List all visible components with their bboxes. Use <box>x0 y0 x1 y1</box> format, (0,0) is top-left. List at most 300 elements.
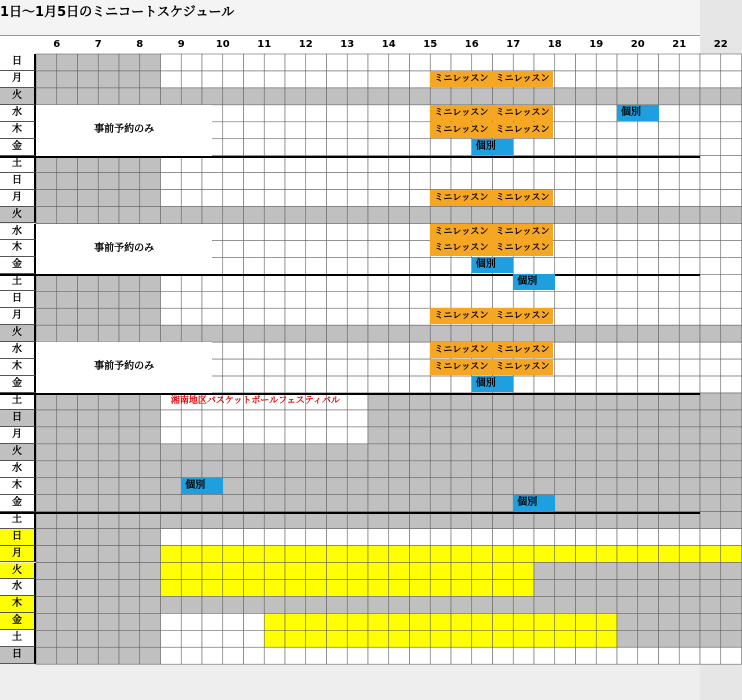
time-slot <box>264 478 285 495</box>
time-slot <box>659 342 680 359</box>
time-slot <box>617 122 638 139</box>
time-slot <box>389 88 410 105</box>
time-slot <box>57 173 78 190</box>
time-slot <box>576 207 597 224</box>
time-slot <box>119 190 140 207</box>
time-slot <box>389 376 410 393</box>
time-slot <box>264 224 285 241</box>
time-slot <box>119 546 140 563</box>
time-slot <box>327 478 348 495</box>
time-slot <box>264 139 285 156</box>
time-slot <box>721 105 742 122</box>
time-slot <box>596 647 617 664</box>
time-slot <box>679 190 700 207</box>
time-slot <box>285 410 306 427</box>
time-slot <box>638 71 659 88</box>
time-slot <box>700 563 721 580</box>
day-label: 水 <box>0 579 36 596</box>
time-slot <box>202 613 223 630</box>
time-slot <box>140 579 161 596</box>
day-label: 月 <box>0 546 36 563</box>
time-slot <box>679 410 700 427</box>
time-slot <box>700 224 721 241</box>
time-slot <box>306 444 327 461</box>
time-slot <box>244 596 265 613</box>
time-slot <box>202 427 223 444</box>
time-slot <box>57 512 78 529</box>
time-slot <box>638 444 659 461</box>
time-slot <box>244 478 265 495</box>
week-separator <box>0 274 700 276</box>
time-slot <box>700 257 721 274</box>
time-slot <box>57 291 78 308</box>
time-slot <box>327 596 348 613</box>
time-slot <box>36 393 57 410</box>
time-slot <box>347 359 368 376</box>
time-slot <box>389 427 410 444</box>
time-slot <box>472 291 493 308</box>
time-slot <box>700 427 721 444</box>
mini-lesson-block: ミニレッスン <box>493 308 553 324</box>
time-slot <box>596 596 617 613</box>
time-slot <box>679 563 700 580</box>
time-slot <box>596 291 617 308</box>
time-slot <box>202 274 223 291</box>
kobetsu-block: 個別 <box>513 495 555 511</box>
time-slot <box>451 563 472 580</box>
time-slot <box>700 308 721 325</box>
time-slot <box>181 461 202 478</box>
time-slot <box>472 596 493 613</box>
time-slot <box>306 207 327 224</box>
time-slot <box>493 495 514 512</box>
mini-lesson-block: ミニレッスン <box>493 71 553 87</box>
time-slot <box>430 139 451 156</box>
time-slot <box>638 461 659 478</box>
hour-label: 19 <box>589 39 604 50</box>
time-slot <box>721 291 742 308</box>
time-slot <box>513 88 534 105</box>
time-slot <box>659 512 680 529</box>
time-slot <box>721 257 742 274</box>
time-slot <box>181 190 202 207</box>
time-slot <box>721 596 742 613</box>
time-slot <box>576 274 597 291</box>
time-slot <box>410 274 431 291</box>
day-label: 火 <box>0 88 36 105</box>
time-slot <box>264 257 285 274</box>
time-slot <box>244 139 265 156</box>
time-slot <box>659 478 680 495</box>
time-slot <box>368 139 389 156</box>
time-slot <box>617 173 638 190</box>
time-slot <box>576 257 597 274</box>
time-slot <box>534 563 555 580</box>
time-slot <box>410 224 431 241</box>
time-slot <box>244 54 265 71</box>
time-slot <box>513 596 534 613</box>
time-slot <box>36 274 57 291</box>
time-slot <box>430 529 451 546</box>
time-slot <box>513 393 534 410</box>
time-slot <box>700 139 721 156</box>
time-slot <box>493 512 514 529</box>
time-slot <box>596 156 617 173</box>
mini-lesson-block: ミニレッスン <box>430 240 492 256</box>
day-label: 火 <box>0 444 36 461</box>
time-slot <box>389 546 410 563</box>
time-slot <box>659 393 680 410</box>
time-slot <box>721 308 742 325</box>
time-slot <box>679 54 700 71</box>
time-slot <box>368 495 389 512</box>
time-slot <box>596 478 617 495</box>
time-slot <box>410 461 431 478</box>
time-slot <box>679 139 700 156</box>
time-slot <box>679 325 700 342</box>
time-slot <box>576 512 597 529</box>
time-slot <box>451 495 472 512</box>
time-slot <box>98 495 119 512</box>
day-label: 木 <box>0 122 36 139</box>
time-slot <box>596 224 617 241</box>
time-slot <box>638 613 659 630</box>
time-slot <box>202 190 223 207</box>
time-slot <box>721 342 742 359</box>
time-slot <box>617 478 638 495</box>
time-slot <box>140 563 161 580</box>
time-slot <box>721 54 742 71</box>
time-slot <box>327 173 348 190</box>
time-slot <box>659 156 680 173</box>
time-slot <box>700 495 721 512</box>
time-slot <box>638 630 659 647</box>
time-slot <box>534 579 555 596</box>
time-slot <box>493 173 514 190</box>
time-slot <box>659 376 680 393</box>
time-slot <box>659 579 680 596</box>
time-slot <box>36 478 57 495</box>
time-slot <box>202 630 223 647</box>
time-slot <box>36 512 57 529</box>
time-slot <box>202 325 223 342</box>
time-slot <box>306 240 327 257</box>
time-slot <box>202 529 223 546</box>
time-slot <box>638 359 659 376</box>
time-slot <box>472 461 493 478</box>
time-slot <box>306 342 327 359</box>
time-slot <box>700 122 721 139</box>
mini-lesson-block: ミニレッスン <box>493 190 553 206</box>
time-slot <box>493 613 514 630</box>
time-slot <box>285 139 306 156</box>
time-slot <box>347 122 368 139</box>
time-slot <box>57 54 78 71</box>
hour-label: 12 <box>298 39 313 50</box>
day-label: 火 <box>0 325 36 342</box>
time-slot <box>555 308 576 325</box>
time-slot <box>555 512 576 529</box>
time-slot <box>513 444 534 461</box>
time-slot <box>347 512 368 529</box>
time-slot <box>430 88 451 105</box>
time-slot <box>451 54 472 71</box>
time-slot <box>368 410 389 427</box>
time-slot <box>451 291 472 308</box>
time-slot <box>119 512 140 529</box>
time-slot <box>410 207 431 224</box>
time-slot <box>659 122 680 139</box>
time-slot <box>368 647 389 664</box>
time-slot <box>659 461 680 478</box>
time-slot <box>451 546 472 563</box>
time-slot <box>306 105 327 122</box>
time-slot <box>140 274 161 291</box>
time-slot <box>638 291 659 308</box>
time-slot <box>306 308 327 325</box>
time-slot <box>638 274 659 291</box>
time-slot <box>493 54 514 71</box>
time-slot <box>389 630 410 647</box>
time-slot <box>596 240 617 257</box>
time-slot <box>264 240 285 257</box>
page-title: 1日～1月5日のミニコートスケジュール <box>0 0 700 36</box>
time-slot <box>98 88 119 105</box>
time-slot <box>555 630 576 647</box>
time-slot <box>451 410 472 427</box>
time-slot <box>472 529 493 546</box>
time-slot <box>430 461 451 478</box>
day-label: 日 <box>0 410 36 427</box>
time-slot <box>347 54 368 71</box>
time-slot <box>555 613 576 630</box>
time-slot <box>57 529 78 546</box>
time-slot <box>617 190 638 207</box>
time-slot <box>410 495 431 512</box>
time-slot <box>264 173 285 190</box>
time-slot <box>327 579 348 596</box>
time-slot <box>493 393 514 410</box>
time-slot <box>368 71 389 88</box>
time-slot <box>347 410 368 427</box>
time-slot <box>306 579 327 596</box>
time-slot <box>617 308 638 325</box>
time-slot <box>244 410 265 427</box>
time-slot <box>98 427 119 444</box>
time-slot <box>513 376 534 393</box>
day-label: 金 <box>0 495 36 512</box>
time-slot <box>596 308 617 325</box>
time-slot <box>119 71 140 88</box>
time-slot <box>638 207 659 224</box>
time-slot <box>617 257 638 274</box>
time-slot <box>410 512 431 529</box>
time-slot <box>285 190 306 207</box>
time-slot <box>181 546 202 563</box>
time-slot <box>36 325 57 342</box>
time-slot <box>617 512 638 529</box>
time-slot <box>534 613 555 630</box>
time-slot <box>181 613 202 630</box>
time-slot <box>513 325 534 342</box>
time-slot <box>181 495 202 512</box>
time-slot <box>140 156 161 173</box>
time-slot <box>389 529 410 546</box>
time-slot <box>98 291 119 308</box>
time-slot <box>285 563 306 580</box>
time-slot <box>576 393 597 410</box>
time-slot <box>389 54 410 71</box>
mini-lesson-block: ミニレッスン <box>493 105 553 121</box>
time-slot <box>659 613 680 630</box>
time-slot <box>36 156 57 173</box>
time-slot <box>617 291 638 308</box>
time-slot <box>555 240 576 257</box>
time-slot <box>223 563 244 580</box>
time-slot <box>534 325 555 342</box>
time-slot <box>161 274 182 291</box>
time-slot <box>430 630 451 647</box>
time-slot <box>513 512 534 529</box>
time-slot <box>410 156 431 173</box>
time-slot <box>140 630 161 647</box>
time-slot <box>659 647 680 664</box>
time-slot <box>659 257 680 274</box>
time-slot <box>493 478 514 495</box>
advance-only-block: 事前予約のみ <box>36 105 212 156</box>
time-slot <box>140 495 161 512</box>
time-slot <box>244 495 265 512</box>
time-slot <box>98 512 119 529</box>
time-slot <box>285 461 306 478</box>
time-slot <box>347 88 368 105</box>
time-slot <box>327 495 348 512</box>
time-slot <box>617 546 638 563</box>
day-label: 土 <box>0 630 36 647</box>
time-slot <box>472 512 493 529</box>
time-slot <box>700 325 721 342</box>
time-slot <box>451 207 472 224</box>
time-slot <box>555 105 576 122</box>
time-slot <box>347 630 368 647</box>
time-slot <box>306 274 327 291</box>
time-slot <box>223 359 244 376</box>
time-slot <box>223 579 244 596</box>
time-slot <box>451 613 472 630</box>
time-slot <box>78 207 99 224</box>
time-slot <box>472 88 493 105</box>
time-slot <box>617 630 638 647</box>
time-slot <box>659 359 680 376</box>
time-slot <box>534 257 555 274</box>
time-slot <box>327 88 348 105</box>
time-slot <box>368 376 389 393</box>
time-slot <box>513 427 534 444</box>
time-slot <box>57 88 78 105</box>
time-slot <box>638 88 659 105</box>
time-slot <box>451 156 472 173</box>
time-slot <box>596 71 617 88</box>
time-slot <box>36 613 57 630</box>
time-slot <box>659 54 680 71</box>
kobetsu-block: 個別 <box>513 274 555 290</box>
hour-label: 13 <box>340 39 355 50</box>
time-slot <box>264 647 285 664</box>
time-slot <box>36 410 57 427</box>
time-slot <box>430 444 451 461</box>
time-slot <box>57 596 78 613</box>
time-slot <box>78 274 99 291</box>
time-slot <box>285 478 306 495</box>
time-slot <box>98 207 119 224</box>
time-slot <box>368 105 389 122</box>
time-slot <box>513 291 534 308</box>
time-slot <box>617 376 638 393</box>
time-slot <box>264 596 285 613</box>
time-slot <box>327 325 348 342</box>
time-slot <box>410 325 431 342</box>
day-label: 月 <box>0 71 36 88</box>
time-slot <box>430 410 451 427</box>
time-slot <box>327 190 348 207</box>
time-slot <box>140 529 161 546</box>
time-slot <box>472 274 493 291</box>
time-slot <box>347 207 368 224</box>
time-slot <box>700 342 721 359</box>
time-slot <box>327 444 348 461</box>
time-slot <box>327 342 348 359</box>
time-slot <box>140 71 161 88</box>
time-slot <box>327 139 348 156</box>
time-slot <box>36 647 57 664</box>
time-slot <box>596 190 617 207</box>
time-slot <box>368 596 389 613</box>
time-slot <box>119 478 140 495</box>
time-slot <box>161 647 182 664</box>
time-slot <box>430 156 451 173</box>
time-slot <box>596 342 617 359</box>
time-slot <box>513 257 534 274</box>
time-slot <box>244 546 265 563</box>
time-slot <box>223 308 244 325</box>
time-slot <box>98 647 119 664</box>
time-slot <box>430 546 451 563</box>
time-slot <box>119 54 140 71</box>
time-slot <box>223 122 244 139</box>
time-slot <box>306 122 327 139</box>
kobetsu-block: 個別 <box>181 478 223 494</box>
time-slot <box>98 478 119 495</box>
time-slot <box>181 308 202 325</box>
time-slot <box>306 427 327 444</box>
time-slot <box>659 88 680 105</box>
time-slot <box>555 427 576 444</box>
time-slot <box>389 190 410 207</box>
time-slot <box>57 495 78 512</box>
time-slot <box>700 240 721 257</box>
time-slot <box>721 529 742 546</box>
time-slot <box>493 274 514 291</box>
time-slot <box>98 461 119 478</box>
day-label: 木 <box>0 478 36 495</box>
time-slot <box>119 325 140 342</box>
time-slot <box>327 512 348 529</box>
time-slot <box>679 546 700 563</box>
time-slot <box>98 308 119 325</box>
time-slot <box>555 207 576 224</box>
time-slot <box>389 325 410 342</box>
time-slot <box>327 54 348 71</box>
